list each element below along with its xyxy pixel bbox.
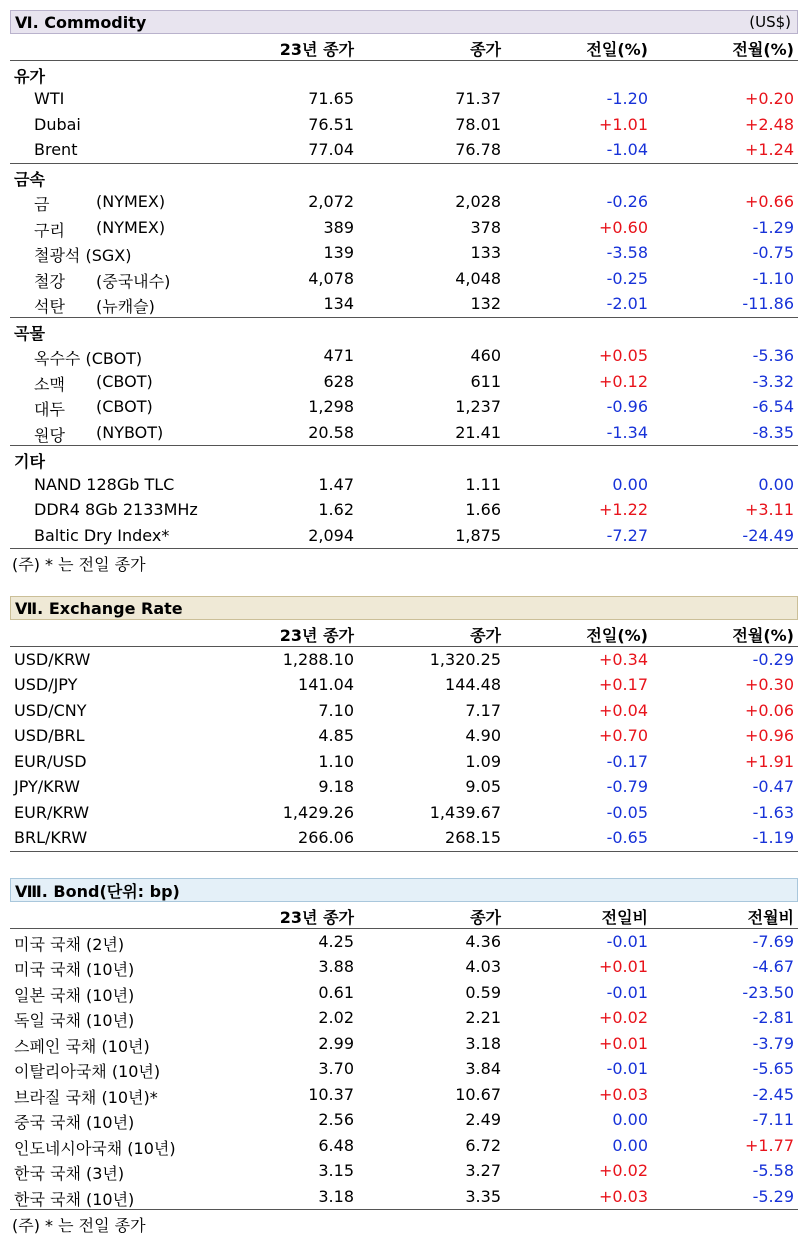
- value-monthly-change: -5.36: [752, 346, 794, 365]
- value-prev-year: 76.51: [308, 114, 354, 134]
- value-monthly-change: +3.11: [744, 500, 794, 519]
- row-label: WTI: [34, 89, 65, 108]
- value-close: 78.01: [455, 114, 501, 134]
- value-prev-year: 20.58: [308, 422, 354, 442]
- value-prev-year: 2,094: [308, 525, 354, 545]
- value-monthly-change: -0.47: [752, 777, 794, 796]
- value-prev-year: 9.18: [318, 777, 354, 796]
- value-daily-change: +0.70: [598, 726, 648, 745]
- table-row: [10, 497, 798, 523]
- row-sublabel: (NYBOT): [96, 422, 164, 442]
- commodity-section: [10, 10, 798, 575]
- value-daily-change: -0.65: [606, 828, 648, 847]
- row-label: 대두: [34, 400, 65, 419]
- row-label: Dubai: [34, 114, 81, 134]
- value-monthly-change: +1.77: [744, 1135, 794, 1155]
- row-label: 미국 국채 (10년): [14, 960, 135, 979]
- value-close: 7.17: [465, 700, 501, 720]
- row-label: 이탈리아국채 (10년): [14, 1062, 161, 1081]
- value-close: 3.35: [465, 1186, 501, 1206]
- value-monthly-change: -4.67: [752, 957, 794, 976]
- value-daily-change: 0.00: [612, 1110, 648, 1129]
- col-header-monthly: 전월(%): [732, 626, 794, 645]
- value-daily-change: -0.01: [606, 982, 648, 1002]
- value-daily-change: +1.01: [598, 114, 648, 134]
- value-close: 21.41: [455, 422, 501, 442]
- value-monthly-change: -1.10: [752, 268, 794, 288]
- value-close: 144.48: [445, 675, 501, 694]
- value-close: 1.09: [465, 751, 501, 771]
- value-monthly-change: +0.66: [744, 192, 794, 211]
- group-name: 기타: [14, 452, 45, 471]
- value-close: 9.05: [465, 777, 501, 796]
- value-close: 3.18: [465, 1033, 501, 1053]
- exchange-table-body: [10, 647, 798, 852]
- value-close: 6.72: [465, 1135, 501, 1155]
- bond-note-row: [10, 1210, 798, 1236]
- value-prev-year: 266.06: [298, 828, 354, 847]
- value-prev-year: 139: [323, 243, 354, 262]
- table-row: [10, 954, 798, 980]
- row-label: USD/BRL: [14, 726, 85, 745]
- value-close: 2.21: [465, 1008, 501, 1027]
- row-label: 스페인 국채 (10년): [14, 1036, 150, 1056]
- value-prev-year: 1,288.10: [282, 649, 354, 669]
- group-name: 금속: [14, 169, 45, 189]
- value-monthly-change: -3.32: [752, 371, 794, 391]
- value-close: 378: [470, 217, 501, 237]
- value-monthly-change: -8.35: [752, 422, 794, 442]
- value-monthly-change: -5.58: [752, 1161, 794, 1180]
- table-row: [10, 723, 798, 749]
- value-close: 3.27: [465, 1161, 501, 1180]
- value-close: 10.67: [455, 1084, 501, 1104]
- value-prev-year: 471: [323, 346, 354, 365]
- value-daily-change: -7.27: [606, 525, 648, 545]
- row-label: 금: [34, 195, 50, 214]
- commodity-column-headers: [10, 34, 798, 61]
- value-daily-change: -0.01: [606, 931, 648, 951]
- row-label: 원당: [34, 425, 65, 445]
- value-monthly-change: -1.63: [752, 802, 794, 822]
- value-close: 1,320.25: [429, 649, 501, 669]
- value-close: 133: [470, 243, 501, 262]
- table-row: [10, 266, 798, 292]
- value-monthly-change: -1.29: [752, 217, 794, 237]
- value-close: 268.15: [445, 828, 501, 847]
- table-row: [10, 929, 798, 955]
- commodity-note-row: [10, 549, 798, 575]
- value-daily-change: -0.96: [606, 397, 648, 416]
- value-monthly-change: -7.69: [752, 931, 794, 951]
- bond-title: Ⅷ. Bond(단위: bp): [15, 881, 180, 901]
- value-monthly-change: +0.30: [744, 675, 794, 694]
- value-daily-change: +0.01: [598, 957, 648, 976]
- value-daily-change: +0.34: [598, 649, 648, 669]
- value-close: 1.11: [465, 474, 501, 494]
- value-daily-change: +0.02: [598, 1161, 648, 1180]
- table-row: [10, 137, 798, 163]
- value-daily-change: +0.03: [598, 1186, 648, 1206]
- exchange-header-bar: [10, 596, 798, 620]
- row-label: 소맥: [34, 374, 65, 394]
- table-row: [10, 1133, 798, 1159]
- value-close: 2,028: [455, 192, 501, 211]
- row-label: NAND 128Gb TLC: [34, 474, 175, 494]
- value-daily-change: -1.20: [606, 89, 648, 108]
- value-prev-year: 1.47: [318, 474, 354, 494]
- value-prev-year: 134: [323, 294, 354, 313]
- value-close: 4.90: [465, 726, 501, 745]
- exchange-column-headers: [10, 620, 798, 647]
- value-prev-year: 389: [323, 217, 354, 237]
- commodity-header-bar: [10, 10, 798, 34]
- table-row: [10, 369, 798, 395]
- row-label: 철광석 (SGX): [34, 246, 132, 265]
- table-row: [10, 825, 798, 852]
- value-daily-change: -0.26: [606, 192, 648, 211]
- value-monthly-change: -5.65: [752, 1059, 794, 1078]
- col-header-prev-year: 23년 종가: [279, 908, 354, 927]
- value-daily-change: -0.05: [606, 802, 648, 822]
- value-close: 0.59: [465, 982, 501, 1002]
- row-label: 인도네시아국채 (10년): [14, 1138, 176, 1158]
- value-monthly-change: -6.54: [752, 397, 794, 416]
- value-prev-year: 6.48: [318, 1135, 354, 1155]
- commodity-table-body: [10, 61, 798, 550]
- table-row: [10, 343, 798, 369]
- row-sublabel: (NYMEX): [96, 192, 166, 211]
- value-monthly-change: +1.91: [744, 751, 794, 771]
- value-prev-year: 10.37: [308, 1084, 354, 1104]
- table-row: [10, 698, 798, 724]
- value-prev-year: 3.18: [318, 1186, 354, 1206]
- value-daily-change: -0.01: [606, 1059, 648, 1078]
- value-prev-year: 4,078: [308, 268, 354, 288]
- value-monthly-change: -3.79: [752, 1033, 794, 1053]
- row-label: 옥수수 (CBOT): [34, 349, 143, 368]
- table-row: [10, 749, 798, 775]
- table-row: [10, 672, 798, 698]
- table-row: [10, 1005, 798, 1031]
- table-row: [10, 394, 798, 420]
- bond-section: [10, 878, 798, 1236]
- row-sublabel: (CBOT): [96, 371, 153, 391]
- col-header-close: 종가: [470, 626, 501, 645]
- value-daily-change: +0.17: [598, 675, 648, 694]
- value-close: 71.37: [455, 89, 501, 108]
- col-header-daily: 전일(%): [586, 626, 648, 645]
- value-daily-change: -0.79: [606, 777, 648, 796]
- table-row: [10, 523, 798, 550]
- table-row: [10, 800, 798, 826]
- value-daily-change: +0.03: [598, 1084, 648, 1104]
- table-row: [10, 1082, 798, 1108]
- row-label: 철강: [34, 271, 65, 291]
- group-name: 유가: [14, 66, 45, 86]
- value-close: 4.36: [465, 931, 501, 951]
- value-daily-change: +0.60: [598, 217, 648, 237]
- table-row: [10, 215, 798, 241]
- value-close: 4.03: [465, 957, 501, 976]
- value-prev-year: 1.10: [318, 751, 354, 771]
- value-close: 1,439.67: [429, 802, 501, 822]
- exchange-section: [10, 596, 798, 852]
- col-header-prev-year: 23년 종가: [279, 626, 354, 645]
- group-header: [10, 61, 798, 87]
- value-daily-change: +0.05: [598, 346, 648, 365]
- col-header-close: 종가: [470, 908, 501, 927]
- value-prev-year: 1,429.26: [282, 802, 354, 822]
- value-monthly-change: +1.24: [744, 140, 794, 159]
- value-monthly-change: -2.45: [752, 1084, 794, 1104]
- value-prev-year: 4.25: [318, 931, 354, 951]
- value-daily-change: +0.01: [598, 1033, 648, 1053]
- table-row: [10, 1056, 798, 1082]
- value-daily-change: -1.34: [606, 422, 648, 442]
- table-row: [10, 1184, 798, 1211]
- row-label: Brent: [34, 140, 78, 159]
- row-label: BRL/KRW: [14, 828, 88, 847]
- col-header-close: 종가: [470, 40, 501, 59]
- table-row: [10, 240, 798, 266]
- table-row: [10, 291, 798, 317]
- row-label: DDR4 8Gb 2133MHz: [34, 500, 198, 519]
- value-monthly-change: -24.49: [742, 525, 794, 545]
- value-monthly-change: -23.50: [742, 982, 794, 1002]
- table-row: [10, 1107, 798, 1133]
- row-label: EUR/KRW: [14, 802, 90, 822]
- value-daily-change: -1.04: [606, 140, 648, 159]
- row-label: 한국 국채 (3년): [14, 1164, 125, 1183]
- col-header-monthly: 전월(%): [732, 40, 794, 59]
- row-label: 미국 국채 (2년): [14, 934, 125, 954]
- table-row: [10, 86, 798, 112]
- value-daily-change: 0.00: [612, 1135, 648, 1155]
- value-prev-year: 71.65: [308, 89, 354, 108]
- group-name: 곡물: [14, 323, 45, 343]
- value-close: 611: [470, 371, 501, 391]
- row-label: 한국 국채 (10년): [14, 1189, 135, 1209]
- value-daily-change: -0.17: [606, 751, 648, 771]
- value-prev-year: 77.04: [308, 140, 354, 159]
- row-sublabel: (중국내수): [96, 271, 171, 291]
- value-close: 76.78: [455, 140, 501, 159]
- value-daily-change: -0.25: [606, 268, 648, 288]
- value-monthly-change: -2.81: [752, 1008, 794, 1027]
- value-close: 460: [470, 346, 501, 365]
- exchange-title: Ⅶ. Exchange Rate: [15, 598, 183, 618]
- value-monthly-change: -11.86: [742, 294, 794, 313]
- value-monthly-change: +0.96: [744, 726, 794, 745]
- value-prev-year: 7.10: [318, 700, 354, 720]
- row-label: 독일 국채 (10년): [14, 1011, 135, 1030]
- value-close: 3.84: [465, 1059, 501, 1078]
- table-row: [10, 980, 798, 1006]
- row-label: USD/JPY: [14, 675, 78, 694]
- value-prev-year: 141.04: [298, 675, 354, 694]
- value-prev-year: 628: [323, 371, 354, 391]
- row-label: USD/CNY: [14, 700, 87, 720]
- table-row: [10, 774, 798, 800]
- table-row: [10, 647, 798, 673]
- value-daily-change: -3.58: [606, 243, 648, 262]
- commodity-unit: (US$): [749, 13, 791, 31]
- row-label: JPY/KRW: [14, 777, 80, 796]
- value-monthly-change: +2.48: [744, 114, 794, 134]
- col-header-prev-year: 23년 종가: [279, 40, 354, 59]
- row-label: 중국 국채 (10년): [14, 1113, 135, 1132]
- value-prev-year: 3.70: [318, 1059, 354, 1078]
- bond-note: (주) * 는 전일 종가: [12, 1216, 146, 1235]
- value-monthly-change: -1.19: [752, 828, 794, 847]
- bond-header-bar: [10, 878, 798, 902]
- value-close: 132: [470, 294, 501, 313]
- value-monthly-change: 0.00: [758, 474, 794, 494]
- commodity-note: (주) * 는 전일 종가: [12, 555, 146, 574]
- table-row: [10, 1031, 798, 1057]
- value-prev-year: 2.02: [318, 1008, 354, 1027]
- value-monthly-change: +0.20: [744, 89, 794, 108]
- row-sublabel: (뉴캐슬): [96, 297, 155, 316]
- col-header-monthly: 전월비: [747, 908, 794, 927]
- value-prev-year: 1.62: [318, 500, 354, 519]
- value-monthly-change: -7.11: [752, 1110, 794, 1129]
- row-label: 석탄: [34, 297, 65, 316]
- value-close: 4,048: [455, 268, 501, 288]
- row-sublabel: (CBOT): [96, 397, 153, 416]
- value-daily-change: +0.02: [598, 1008, 648, 1027]
- value-daily-change: +1.22: [598, 500, 648, 519]
- value-prev-year: 1,298: [308, 397, 354, 416]
- value-monthly-change: +0.06: [744, 700, 794, 720]
- row-label: USD/KRW: [14, 649, 91, 669]
- table-row: [10, 472, 798, 498]
- value-close: 1,237: [455, 397, 501, 416]
- commodity-title: Ⅵ. Commodity: [15, 12, 147, 32]
- value-monthly-change: -0.29: [752, 649, 794, 669]
- value-daily-change: -2.01: [606, 294, 648, 313]
- table-row: [10, 189, 798, 215]
- table-row: [10, 112, 798, 138]
- value-prev-year: 2.99: [318, 1033, 354, 1053]
- bond-column-headers: [10, 902, 798, 929]
- value-daily-change: +0.04: [598, 700, 648, 720]
- value-close: 1.66: [465, 500, 501, 519]
- group-header: [10, 445, 798, 472]
- row-sublabel: (NYMEX): [96, 217, 166, 237]
- value-prev-year: 2,072: [308, 192, 354, 211]
- row-label: 일본 국채 (10년): [14, 985, 135, 1005]
- value-prev-year: 3.15: [318, 1161, 354, 1180]
- bond-table-body: [10, 929, 798, 1211]
- row-label: EUR/USD: [14, 751, 87, 771]
- value-daily-change: +0.12: [598, 371, 648, 391]
- group-header: [10, 163, 798, 190]
- value-prev-year: 4.85: [318, 726, 354, 745]
- value-close: 1,875: [455, 525, 501, 545]
- col-header-daily: 전일(%): [586, 40, 648, 59]
- value-monthly-change: -0.75: [752, 243, 794, 262]
- value-prev-year: 0.61: [318, 982, 354, 1002]
- col-header-daily: 전일비: [601, 908, 648, 927]
- value-prev-year: 2.56: [318, 1110, 354, 1129]
- value-daily-change: 0.00: [612, 474, 648, 494]
- row-label: Baltic Dry Index*: [34, 525, 170, 545]
- value-prev-year: 3.88: [318, 957, 354, 976]
- table-row: [10, 1158, 798, 1184]
- value-close: 2.49: [465, 1110, 501, 1129]
- table-row: [10, 420, 798, 446]
- row-label: 브라질 국채 (10년)*: [14, 1087, 158, 1107]
- group-header: [10, 317, 798, 344]
- value-monthly-change: -5.29: [752, 1186, 794, 1206]
- row-label: 구리: [34, 220, 65, 240]
